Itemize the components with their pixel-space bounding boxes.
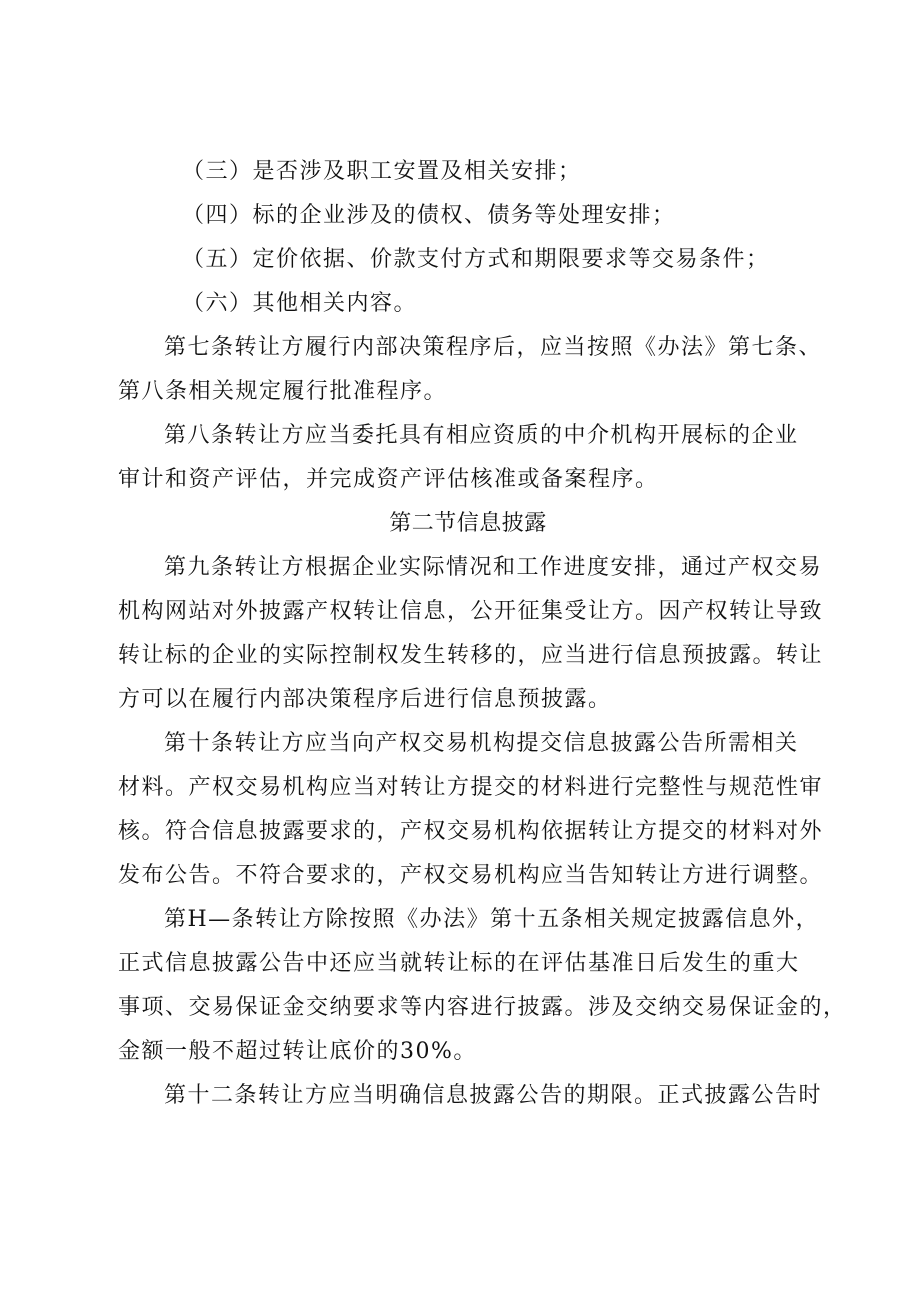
article-10-line-4: 发布公告。不符合要求的，产权交易机构应当告知转让方进行调整。 xyxy=(118,863,824,888)
document-body xyxy=(118,150,847,1118)
list-item-3: （三）是否涉及职工安置及相关安排； xyxy=(182,159,582,184)
article-10-line-1: 第十条转让方应当向产权交易机构提交信息披露公告所需相关 xyxy=(164,731,799,756)
article-11-line-3: 事项、交易保证金交纳要求等内容进行披露。涉及交纳交易保证金的， xyxy=(118,995,847,1020)
article-10-line-3: 核。符合信息披露要求的，产权交易机构依据转让方提交的材料对外 xyxy=(118,819,824,844)
article-9-line-1: 第九条转让方根据企业实际情况和工作进度安排，通过产权交易 xyxy=(164,555,823,580)
article-7-line-1: 第七条转让方履行内部决策程序后，应当按照《办法》第七条、 xyxy=(164,335,823,360)
article-9-line-2: 机构网站对外披露产权转让信息，公开征集受让方。因产权转让导致 xyxy=(118,599,824,624)
article-7-line-2: 第八条相关规定履行批准程序。 xyxy=(118,379,448,404)
list-item-4: （四）标的企业涉及的债权、债务等处理安排； xyxy=(182,203,676,228)
article-11-line-1: 第H—条转让方除按照《办法》第十五条相关规定披露信息外， xyxy=(164,907,820,932)
article-8-line-2: 审计和资产评估，并完成资产评估核准或备案程序。 xyxy=(118,467,659,492)
list-item-5: （五）定价依据、价款支付方式和期限要求等交易条件； xyxy=(182,247,770,272)
article-9-line-4: 方可以在履行内部决策程序后进行信息预披露。 xyxy=(118,687,612,712)
article-11-line-2: 正式信息披露公告中还应当就转让标的在评估基准日后发生的重大 xyxy=(118,951,800,976)
section-heading: 第二节信息披露 xyxy=(389,511,547,536)
article-8-line-1: 第八条转让方应当委托具有相应资质的中介机构开展标的企业 xyxy=(164,423,799,448)
article-9-line-3: 转让标的企业的实际控制权发生转移的，应当进行信息预披露。转让 xyxy=(118,643,824,668)
article-11-line-4: 金额一般不超过转让底价的30%。 xyxy=(118,1039,477,1064)
article-10-line-2: 材料。产权交易机构应当对转让方提交的材料进行完整性与规范性审 xyxy=(118,775,824,800)
article-12-line-1: 第十二条转让方应当明确信息披露公告的期限。正式披露公告时 xyxy=(164,1083,823,1108)
list-item-6: （六）其他相关内容。 xyxy=(182,291,418,316)
